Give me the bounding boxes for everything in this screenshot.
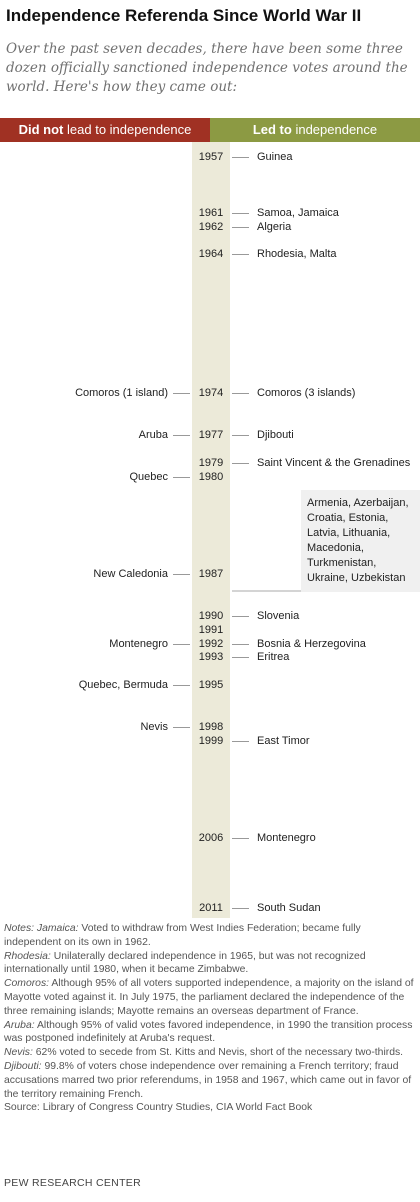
year-label: 1964 <box>198 248 224 261</box>
note-text: Although 95% of all voters supported independence, a majority on the island of Mayotte voted against it. In July 1975, the parliament declared the independence of the three remaining islands; Mayotte remains an overseas department of France. <box>4 978 414 1017</box>
left-tick <box>173 644 190 645</box>
independence-label: Bosnia & Herzegovina <box>257 637 366 650</box>
header-left-bold: Did not <box>18 122 64 137</box>
note-jamaica <box>4 922 416 950</box>
right-tick <box>232 644 249 645</box>
year-label: 2006 <box>198 832 224 845</box>
year-label: 1990 <box>198 609 224 622</box>
note-nevis <box>4 1046 416 1060</box>
left-tick <box>173 574 190 575</box>
header-independence <box>210 118 420 142</box>
note-text: Unilaterally declared independence in 1965, but was not recognized internationally until 1980, when it became Zimbabwe. <box>4 950 366 976</box>
no-independence-label: Aruba <box>138 429 168 441</box>
year-label: 1977 <box>198 429 224 441</box>
right-tick <box>232 741 249 742</box>
year-label: 1957 <box>198 151 224 163</box>
no-independence-label: Comoros (1 island) <box>75 387 168 400</box>
callout-1991: Armenia, Azerbaijan, Croatia, Estonia, Latvia, Lithuania, Macedonia, Turkmenistan, Ukraine, Uzbekistan <box>301 490 420 592</box>
independence-label: Guinea <box>257 151 293 163</box>
left-tick <box>173 393 190 394</box>
right-tick <box>232 657 249 658</box>
chart-subtitle: Over the past seven decades, there have been some three dozen officially sanctioned independence votes around the world. Here's how they came out: <box>6 41 408 95</box>
source-line: Source: Library of Congress Country Studies, CIA World Fact Book <box>4 1102 313 1114</box>
note-text: 99.8% of voters chose independence over remaining a French territory; fraud accusations marred two prior referendums, in 1958 and 1967, which came out in favor of the territory remaining French. <box>4 1060 412 1100</box>
note-label: Aruba: <box>4 1019 35 1031</box>
year-label: 1974 <box>198 387 224 400</box>
independence-label: Algeria <box>257 220 292 233</box>
note-label: Notes: Jamaica: <box>4 923 79 934</box>
header-not-independence <box>0 118 210 142</box>
note-text: 62% voted to secede from St. Kitts and Nevis, short of the necessary two-thirds. <box>35 1047 404 1059</box>
note-djibouti <box>4 1060 416 1101</box>
note-text: Voted to withdraw from West Indies Federation; became fully independent on its own in 1962. <box>4 923 361 948</box>
chart-title: Independence Referenda Since World War II <box>6 6 362 25</box>
header-right-rest: independence <box>295 122 378 137</box>
independence-label: Rhodesia, Malta <box>257 248 337 261</box>
no-independence-label: Quebec <box>129 470 168 483</box>
independence-label: East Timor <box>257 734 310 747</box>
independence-label: Samoa, Jamaica <box>257 206 339 219</box>
note-aruba <box>4 1019 416 1047</box>
note-comoros <box>4 977 416 1018</box>
no-independence-label: New Caledonia <box>93 568 168 580</box>
year-label: 1991 <box>198 623 224 636</box>
left-tick <box>173 727 190 728</box>
right-tick <box>232 213 249 214</box>
right-tick <box>232 254 249 255</box>
year-label: 1961 <box>198 206 224 219</box>
year-label: 1987 <box>198 568 224 580</box>
year-label: 1995 <box>198 679 224 692</box>
year-label: 1992 <box>198 637 224 650</box>
right-tick <box>232 908 249 909</box>
independence-label: Eritrea <box>257 651 290 664</box>
year-label: 1980 <box>198 470 224 483</box>
left-tick <box>173 435 190 436</box>
year-label: 2011 <box>199 901 223 914</box>
independence-label: South Sudan <box>257 901 321 914</box>
header-left-rest: lead to independence <box>67 122 192 137</box>
right-tick <box>232 227 249 228</box>
year-label: 1993 <box>198 651 224 664</box>
note-rhodesia <box>4 950 416 978</box>
note-label: Nevis: <box>4 1047 33 1059</box>
independence-label: Slovenia <box>257 609 300 622</box>
right-tick <box>232 616 249 617</box>
right-tick <box>232 463 249 464</box>
note-label: Comoros: <box>4 978 50 990</box>
note-label: Rhodesia: <box>4 950 51 962</box>
note-text: Although 95% of valid votes favored independence, in 1990 the transition process was postponed indefinitely at Aruba's request. <box>4 1019 413 1045</box>
right-tick <box>232 435 249 436</box>
brand-logo-text: PEW RESEARCH CENTER <box>4 1177 141 1189</box>
no-independence-label: Quebec, Bermuda <box>78 679 168 692</box>
no-independence-label: Montenegro <box>109 637 168 650</box>
year-label: 1998 <box>198 720 224 733</box>
right-tick <box>232 157 249 158</box>
independence-label: Comoros (3 islands) <box>257 387 356 400</box>
year-label: 1979 <box>198 456 224 469</box>
header-right-bold: Led to <box>252 122 292 137</box>
no-independence-label: Nevis <box>140 720 168 733</box>
left-tick <box>173 685 190 686</box>
notes <box>4 922 416 1115</box>
left-tick <box>173 477 190 478</box>
year-label: 1962 <box>198 220 224 233</box>
right-tick <box>232 838 249 839</box>
right-tick <box>232 393 249 394</box>
year-label: 1999 <box>198 734 224 747</box>
independence-label: Saint Vincent & the Grenadines <box>257 456 411 469</box>
note-label: Djibouti: <box>4 1060 42 1072</box>
independence-label: Montenegro <box>257 832 316 845</box>
independence-label: Djibouti <box>257 429 294 441</box>
